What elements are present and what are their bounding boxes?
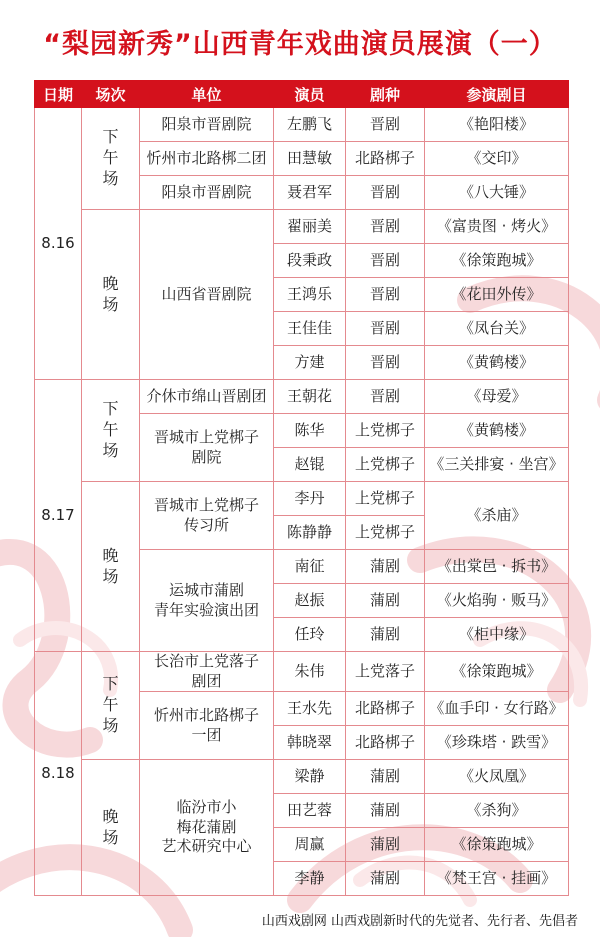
genre-cell: 晋剧	[346, 244, 425, 278]
header-genre: 剧种	[346, 81, 425, 108]
actor-cell: 李丹	[274, 482, 346, 516]
unit-cell: 晋城市上党梆子 剧院	[140, 414, 274, 482]
actor-cell: 王朝花	[274, 380, 346, 414]
genre-cell: 晋剧	[346, 346, 425, 380]
play-cell: 《徐策跑城》	[425, 828, 569, 862]
unit-cell: 运城市蒲剧 青年实验演出团	[140, 550, 274, 652]
table-row	[35, 210, 569, 244]
play-cell: 《出棠邑 · 拆书》	[425, 550, 569, 584]
genre-cell: 晋剧	[346, 176, 425, 210]
play-cell: 《花田外传》	[425, 278, 569, 312]
actor-cell: 左鹏飞	[274, 108, 346, 142]
genre-cell: 晋剧	[346, 210, 425, 244]
actor-cell: 聂君军	[274, 176, 346, 210]
play-cell: 《梵王宫 · 挂画》	[425, 862, 569, 896]
play-cell: 《交印》	[425, 142, 569, 176]
actor-cell: 周赢	[274, 828, 346, 862]
play-cell: 《徐策跑城》	[425, 652, 569, 692]
header-play: 参演剧目	[425, 81, 569, 108]
play-cell: 《黄鹤楼》	[425, 346, 569, 380]
play-cell: 《杀狗》	[425, 794, 569, 828]
genre-cell: 上党梆子	[346, 516, 425, 550]
genre-cell: 蒲剧	[346, 828, 425, 862]
play-cell: 《珍珠塔 · 跌雪》	[425, 726, 569, 760]
unit-cell: 晋城市上党梆子 传习所	[140, 482, 274, 550]
genre-cell: 北路梆子	[346, 142, 425, 176]
table-row	[35, 108, 569, 142]
actor-cell: 赵振	[274, 584, 346, 618]
date-cell: 8.18	[35, 652, 82, 896]
table-row	[35, 380, 569, 414]
play-cell: 《八大锤》	[425, 176, 569, 210]
play-cell: 《柜中缘》	[425, 618, 569, 652]
actor-cell: 田艺蓉	[274, 794, 346, 828]
genre-cell: 晋剧	[346, 312, 425, 346]
play-cell: 《血手印 · 女行路》	[425, 692, 569, 726]
date-cell: 8.17	[35, 380, 82, 652]
table-row	[35, 652, 569, 692]
play-cell: 《凤台关》	[425, 312, 569, 346]
actor-cell: 王佳佳	[274, 312, 346, 346]
header-session: 场次	[82, 81, 140, 108]
header-actor: 演员	[274, 81, 346, 108]
actor-cell: 段秉政	[274, 244, 346, 278]
actor-cell: 李静	[274, 862, 346, 896]
genre-cell: 蒲剧	[346, 618, 425, 652]
genre-cell: 晋剧	[346, 278, 425, 312]
session-cell: 晚 场	[82, 482, 140, 652]
unit-cell: 阳泉市晋剧院	[140, 176, 274, 210]
genre-cell: 蒲剧	[346, 794, 425, 828]
play-cell: 《徐策跑城》	[425, 244, 569, 278]
unit-cell: 山西省晋剧院	[140, 210, 274, 380]
actor-cell: 王水先	[274, 692, 346, 726]
genre-cell: 晋剧	[346, 108, 425, 142]
play-cell: 《杀庙》	[425, 482, 569, 550]
unit-cell: 长治市上党落子 剧团	[140, 652, 274, 692]
unit-cell: 忻州市北路梆二团	[140, 142, 274, 176]
date-cell: 8.16	[35, 108, 82, 380]
session-cell: 下 午 场	[82, 652, 140, 760]
actor-cell: 方建	[274, 346, 346, 380]
actor-cell: 翟丽美	[274, 210, 346, 244]
unit-cell: 忻州市北路梆子 一团	[140, 692, 274, 760]
unit-cell: 临汾市小 梅花蒲剧 艺术研究中心	[140, 760, 274, 896]
schedule-table	[34, 80, 569, 896]
genre-cell: 上党梆子	[346, 414, 425, 448]
actor-cell: 陈静静	[274, 516, 346, 550]
genre-cell: 蒲剧	[346, 550, 425, 584]
play-cell: 《艳阳楼》	[425, 108, 569, 142]
session-cell: 晚 场	[82, 210, 140, 380]
table-row	[35, 760, 569, 794]
actor-cell: 梁静	[274, 760, 346, 794]
play-cell: 《黄鹤楼》	[425, 414, 569, 448]
session-cell: 下 午 场	[82, 380, 140, 482]
session-cell: 晚 场	[82, 760, 140, 896]
actor-cell: 任玲	[274, 618, 346, 652]
actor-cell: 王鸿乐	[274, 278, 346, 312]
actor-cell: 韩晓翠	[274, 726, 346, 760]
genre-cell: 北路梆子	[346, 726, 425, 760]
genre-cell: 蒲剧	[346, 760, 425, 794]
actor-cell: 赵锟	[274, 448, 346, 482]
genre-cell: 晋剧	[346, 380, 425, 414]
play-cell: 《火焰驹 · 贩马》	[425, 584, 569, 618]
genre-cell: 蒲剧	[346, 862, 425, 896]
genre-cell: 上党梆子	[346, 482, 425, 516]
play-cell: 《富贵图 · 烤火》	[425, 210, 569, 244]
actor-cell: 南征	[274, 550, 346, 584]
page-title: “梨园新秀”山西青年戏曲演员展演（一）	[43, 29, 557, 60]
play-cell: 《火凤凰》	[425, 760, 569, 794]
actor-cell: 朱伟	[274, 652, 346, 692]
genre-cell: 上党梆子	[346, 448, 425, 482]
session-cell: 下 午 场	[82, 108, 140, 210]
play-cell: 《三关排宴 · 坐宫》	[425, 448, 569, 482]
actor-cell: 田慧敏	[274, 142, 346, 176]
actor-cell: 陈华	[274, 414, 346, 448]
header-date: 日期	[35, 81, 82, 108]
unit-cell: 阳泉市晋剧院	[140, 108, 274, 142]
table-header-row	[35, 81, 569, 108]
genre-cell: 蒲剧	[346, 584, 425, 618]
play-cell: 《母爱》	[425, 380, 569, 414]
genre-cell: 上党落子	[346, 652, 425, 692]
unit-cell: 介休市绵山晋剧团	[140, 380, 274, 414]
header-unit: 单位	[140, 81, 274, 108]
footer-watermark: 山西戏剧网 山西戏剧新时代的先觉者、先行者、先倡者	[261, 914, 578, 929]
table-row	[35, 482, 569, 516]
genre-cell: 北路梆子	[346, 692, 425, 726]
